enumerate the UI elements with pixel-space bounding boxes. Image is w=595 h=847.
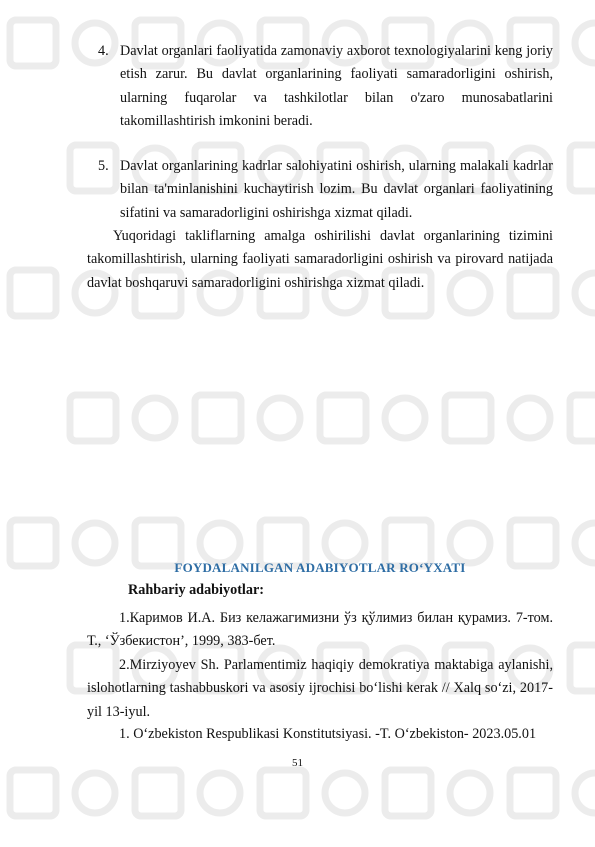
list-item (98, 40, 553, 133)
list-item-number: 4. (98, 43, 109, 59)
reference-item: 2.Mirziyoyev Sh. Parlamentimiz haqiqiy demokratiya maktabiga aylanishi, islohotlarning tashabbuskori va asosiy ijrochisi bo‘lishi kerak // Xalq so‘zi, 2017-yil 13-iyul. (87, 657, 553, 720)
reference-item: 1. O‘zbekiston Respublikasi Konstitutsiyasi. -T. O‘zbekiston- 2023.05.01 (119, 726, 537, 742)
references-subtitle: Rahbariy adabiyotlar: (128, 582, 264, 598)
list-item (98, 155, 553, 225)
list-item-number: 5. (98, 158, 109, 174)
page-number: 51 (292, 757, 303, 769)
list-item-text: Davlat organlarining kadrlar salohiyatini oshirish, ularning malakali kadrlar bilan ta'minlanishini kuchaytirish lozim. Bu davlat organlari faoliyatining sifatini va samaradorligini oshirishga xizmat qiladi. (120, 158, 553, 221)
conclusion-paragraph: Yuqoridagi takliflarning amalga oshirilishi davlat organlarining tizimini takomillashtirish, ularning faoliyati samaradorligini oshirish va pirovard natijada davlat boshqaruvi samaradorligini oshirishga xizmat qiladi. (87, 228, 553, 291)
list-item-text: Davlat organlari faoliyatida zamonaviy axborot texnologiyalarini keng joriy etish zarur. Bu davlat organlarining faoliyati samaradorligini oshirish, ularning fuqarolar va tashkilotlar bilan o'zaro munosabatlarini takomillashtirish imkonini beradi. (120, 43, 553, 129)
references-title: FOYDALANILGAN ADABIYOTLAR RO‘YXATI (174, 560, 466, 575)
reference-item: 1.Каримов И.А. Биз келажагимизни ўз қўлимиз билан қурамиз. 7-том. Т., ‘Ўзбекистон’, 1999, 383-бет. (87, 610, 553, 650)
